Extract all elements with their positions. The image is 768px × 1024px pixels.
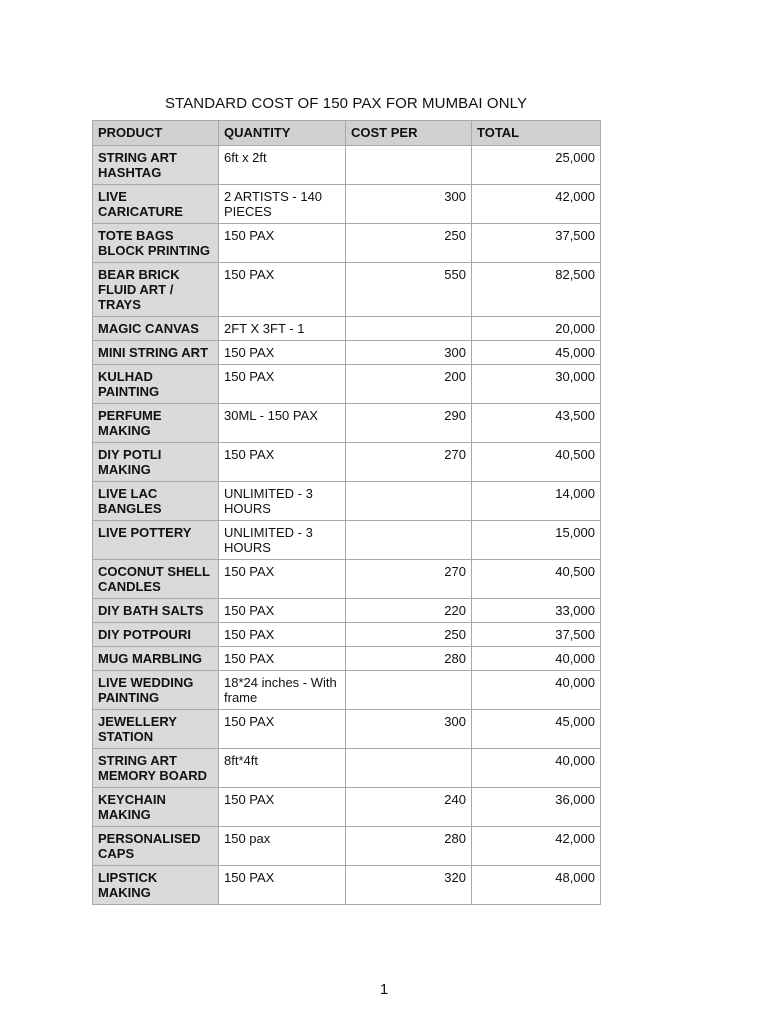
quantity-cell: UNLIMITED - 3 HOURS	[219, 521, 346, 560]
table-row	[93, 827, 601, 866]
cost-per-cell	[346, 749, 472, 788]
quantity-cell: 150 PAX	[219, 623, 346, 647]
total-cell: 82,500	[472, 263, 601, 317]
page-number: 1	[379, 981, 389, 998]
cost-per-cell: 220	[346, 599, 472, 623]
product-cell: LIVE WEDDING PAINTING	[93, 671, 219, 710]
total-cell: 37,500	[472, 224, 601, 263]
cost-per-cell: 300	[346, 185, 472, 224]
header-quantity: QUANTITY	[219, 121, 346, 146]
product-cell: LIVE CARICATURE	[93, 185, 219, 224]
quantity-cell: 150 PAX	[219, 866, 346, 905]
table-row	[93, 749, 601, 788]
product-cell: MUG MARBLING	[93, 647, 219, 671]
total-cell: 20,000	[472, 317, 601, 341]
header-total: TOTAL	[472, 121, 601, 146]
product-cell: BEAR BRICK FLUID ART / TRAYS	[93, 263, 219, 317]
cost-per-cell: 200	[346, 365, 472, 404]
cost-per-cell: 320	[346, 866, 472, 905]
total-cell: 43,500	[472, 404, 601, 443]
cost-per-cell: 280	[346, 647, 472, 671]
product-cell: MINI STRING ART	[93, 341, 219, 365]
product-cell: PERSONALISED CAPS	[93, 827, 219, 866]
quantity-cell: 150 PAX	[219, 560, 346, 599]
product-cell: JEWELLERY STATION	[93, 710, 219, 749]
cost-per-cell: 240	[346, 788, 472, 827]
quantity-cell: 150 PAX	[219, 710, 346, 749]
document-title: STANDARD COST OF 150 PAX FOR MUMBAI ONLY	[164, 95, 528, 112]
table-row	[93, 623, 601, 647]
total-cell: 33,000	[472, 599, 601, 623]
cost-per-cell: 270	[346, 443, 472, 482]
table-row	[93, 146, 601, 185]
table-row	[93, 521, 601, 560]
total-cell: 42,000	[472, 827, 601, 866]
quantity-cell: 18*24 inches - With frame	[219, 671, 346, 710]
table-row	[93, 224, 601, 263]
total-cell: 30,000	[472, 365, 601, 404]
product-cell: STRING ART HASHTAG	[93, 146, 219, 185]
cost-per-cell: 250	[346, 623, 472, 647]
quantity-cell: UNLIMITED - 3 HOURS	[219, 482, 346, 521]
product-cell: KULHAD PAINTING	[93, 365, 219, 404]
total-cell: 45,000	[472, 341, 601, 365]
table-row	[93, 866, 601, 905]
cost-per-cell: 250	[346, 224, 472, 263]
total-cell: 15,000	[472, 521, 601, 560]
quantity-cell: 150 pax	[219, 827, 346, 866]
quantity-cell: 2FT X 3FT - 1	[219, 317, 346, 341]
quantity-cell: 150 PAX	[219, 788, 346, 827]
quantity-cell: 150 PAX	[219, 599, 346, 623]
product-cell: DIY POTLI MAKING	[93, 443, 219, 482]
table-row	[93, 341, 601, 365]
quantity-cell: 6ft x 2ft	[219, 146, 346, 185]
table-row	[93, 647, 601, 671]
cost-per-cell: 300	[346, 710, 472, 749]
quantity-cell: 150 PAX	[219, 263, 346, 317]
table-header-row	[93, 121, 601, 146]
cost-per-cell: 300	[346, 341, 472, 365]
table-row	[93, 263, 601, 317]
quantity-cell: 150 PAX	[219, 365, 346, 404]
table-row	[93, 482, 601, 521]
table-row	[93, 560, 601, 599]
product-cell: LIPSTICK MAKING	[93, 866, 219, 905]
header-product: PRODUCT	[93, 121, 219, 146]
quantity-cell: 150 PAX	[219, 647, 346, 671]
cost-per-cell: 270	[346, 560, 472, 599]
product-cell: STRING ART MEMORY BOARD	[93, 749, 219, 788]
total-cell: 25,000	[472, 146, 601, 185]
total-cell: 40,500	[472, 560, 601, 599]
quantity-cell: 150 PAX	[219, 341, 346, 365]
quantity-cell: 30ML - 150 PAX	[219, 404, 346, 443]
total-cell: 48,000	[472, 866, 601, 905]
cost-per-cell: 290	[346, 404, 472, 443]
cost-per-cell	[346, 146, 472, 185]
total-cell: 14,000	[472, 482, 601, 521]
product-cell: DIY POTPOURI	[93, 623, 219, 647]
cost-per-cell	[346, 671, 472, 710]
cost-per-cell: 280	[346, 827, 472, 866]
total-cell: 45,000	[472, 710, 601, 749]
table-row	[93, 365, 601, 404]
product-cell: MAGIC CANVAS	[93, 317, 219, 341]
cost-per-cell	[346, 482, 472, 521]
total-cell: 42,000	[472, 185, 601, 224]
table-row	[93, 185, 601, 224]
total-cell: 40,000	[472, 647, 601, 671]
table-row	[93, 404, 601, 443]
table-row	[93, 443, 601, 482]
quantity-cell: 150 PAX	[219, 443, 346, 482]
table-row	[93, 788, 601, 827]
product-cell: LIVE POTTERY	[93, 521, 219, 560]
price-table	[92, 120, 601, 905]
product-cell: KEYCHAIN MAKING	[93, 788, 219, 827]
cost-per-cell	[346, 317, 472, 341]
product-cell: COCONUT SHELL CANDLES	[93, 560, 219, 599]
table-row	[93, 710, 601, 749]
header-cost-per: COST PER	[346, 121, 472, 146]
total-cell: 40,500	[472, 443, 601, 482]
product-cell: PERFUME MAKING	[93, 404, 219, 443]
cost-per-cell: 550	[346, 263, 472, 317]
product-cell: TOTE BAGS BLOCK PRINTING	[93, 224, 219, 263]
product-cell: DIY BATH SALTS	[93, 599, 219, 623]
table-row	[93, 317, 601, 341]
quantity-cell: 8ft*4ft	[219, 749, 346, 788]
product-cell: LIVE LAC BANGLES	[93, 482, 219, 521]
total-cell: 40,000	[472, 671, 601, 710]
quantity-cell: 2 ARTISTS - 140 PIECES	[219, 185, 346, 224]
total-cell: 40,000	[472, 749, 601, 788]
cost-per-cell	[346, 521, 472, 560]
table-row	[93, 671, 601, 710]
total-cell: 36,000	[472, 788, 601, 827]
table-row	[93, 599, 601, 623]
total-cell: 37,500	[472, 623, 601, 647]
quantity-cell: 150 PAX	[219, 224, 346, 263]
